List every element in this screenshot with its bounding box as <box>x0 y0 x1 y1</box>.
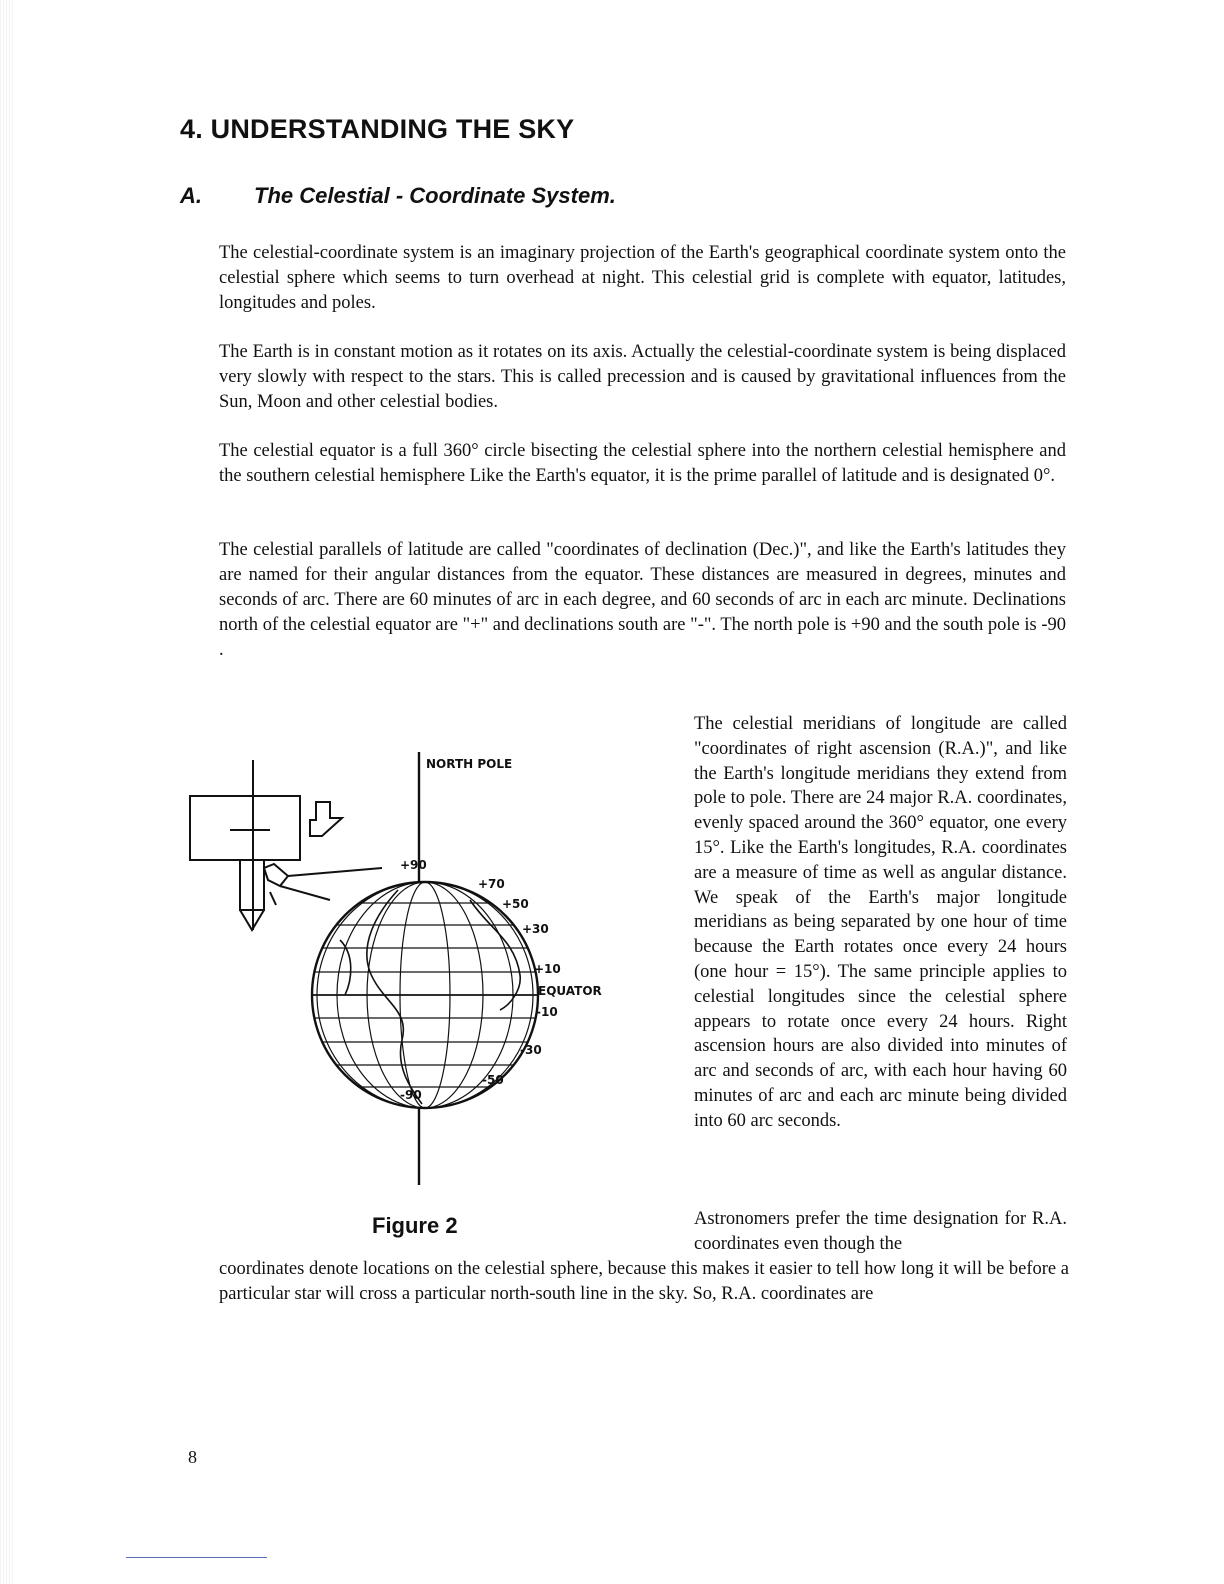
label-plus-90: +90 <box>400 858 427 872</box>
label-plus-50: +50 <box>502 897 529 911</box>
label-plus-10: +10 <box>534 962 561 976</box>
label-minus-90: -90 <box>400 1088 422 1102</box>
globe <box>310 882 540 1108</box>
side-paragraph-1: The celestial meridians of longitude are called "coordinates of right ascension (R.A.)", and like the Earth's longitude meridians they extend from pole to pole. There are 24 major R.A. coordinates, evenly spaced around the 360° equator, one every 15°. Like the Earth's longitudes, R.A. coordinates are a measure of time as well as angular distance. We speak of the Earth's major longitude meridians as being separated by one hour of time because the Earth rotates once every 24 hours (one hour = 15°). The same principle applies to celestial longitudes since the celestial sphere appears to rotate once every 24 hours. Right ascension hours are also divided into minutes of arc and seconds of arc, with each hour having 60 minutes of arc and each arc minute being divided into 60 arc seconds. <box>694 714 1067 1131</box>
label-plus-70: +70 <box>478 877 505 891</box>
label-minus-30: -30 <box>520 1043 542 1057</box>
label-minus-10: -10 <box>536 1005 558 1019</box>
telescope-icon <box>190 760 382 930</box>
section-title: The Celestial - Coordinate System. <box>254 183 616 208</box>
page-number: 8 <box>188 1447 197 1467</box>
section-letter: A. <box>180 183 202 208</box>
celestial-sphere-figure <box>170 740 640 1210</box>
paragraph-1: The celestial-coordinate system is an imaginary projection of the Earth's geographical coordinate system onto the celestial sphere which seems to turn overhead at night. This celestial grid is complete with equator, latitudes, longitudes and poles. <box>219 243 1066 313</box>
continuation-paragraph: coordinates denote locations on the celestial sphere, because this makes it easier to tell how long it will be before a particular star will cross a particular north-south line in the sky. So, R.A. coordinates are <box>219 1259 1069 1304</box>
paragraph-4: The celestial parallels of latitude are called "coordinates of declination (Dec.)", and like the Earth's latitudes they are named for their angular distances from the equator. These distances are measured in degrees, minutes and seconds of arc. There are 60 minutes of arc in each degree, and 60 seconds of arc in each arc minute. Declinations north of the celestial equator are "+" and declinations south are "-". The north pole is +90 and the south pole is -90 . <box>219 540 1066 660</box>
paragraph-2: The Earth is in constant motion as it rotates on its axis. Actually the celestial-coordinate system is being displaced very slowly with respect to the stars. This is called precession and is caused by gravitational influences from the Sun, Moon and other celestial bodies. <box>219 342 1066 412</box>
section-heading <box>180 183 616 209</box>
label-equator: EQUATOR <box>538 984 602 998</box>
figure-caption: Figure 2 <box>372 1213 458 1238</box>
footnote-rule <box>126 1557 267 1558</box>
label-north-pole: NORTH POLE <box>426 757 513 771</box>
scan-edge-artifact <box>0 0 14 1584</box>
side-paragraph-2: Astronomers prefer the time designation for R.A. coordinates even though the <box>694 1209 1067 1254</box>
chapter-heading: 4. UNDERSTANDING THE SKY <box>180 114 575 144</box>
label-plus-30: +30 <box>522 922 549 936</box>
label-minus-50: -50 <box>482 1073 504 1087</box>
paragraph-3: The celestial equator is a full 360° circle bisecting the celestial sphere into the northern celestial hemisphere and the southern celestial hemisphere Like the Earth's equator, it is the prime parallel of latitude and is designated 0°. <box>219 441 1066 486</box>
